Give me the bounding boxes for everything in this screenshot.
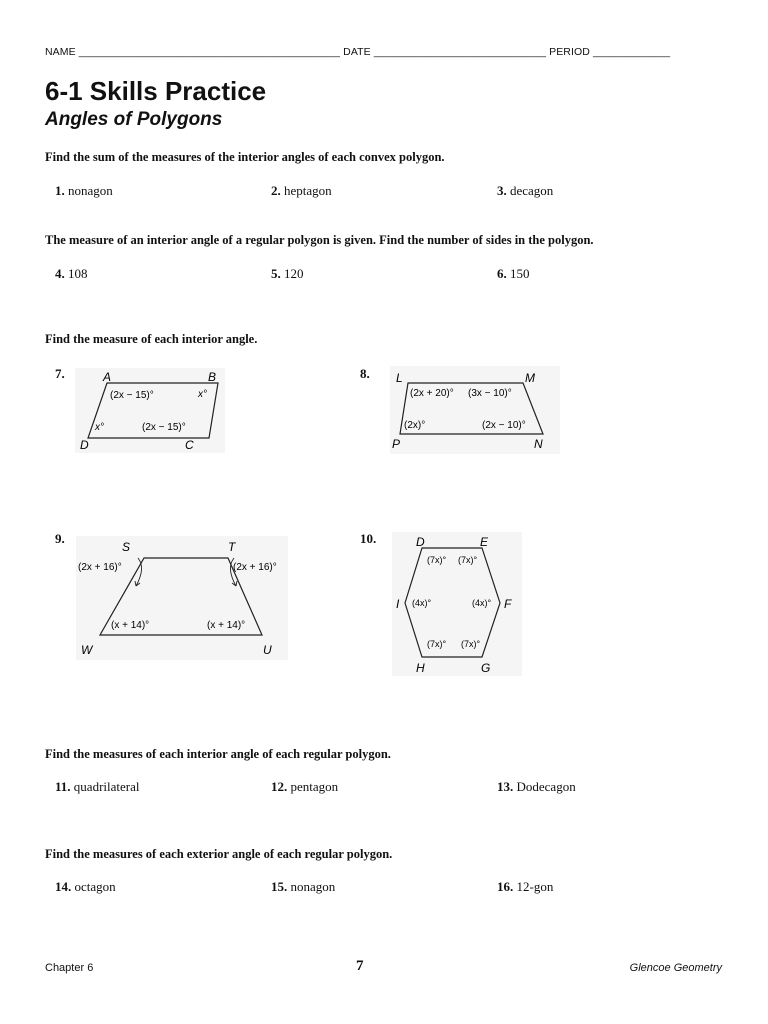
header-name-date-period [45,46,670,58]
section-3-instruction: Find the measure of each interior angle. [45,332,258,346]
footer-book-title: Glencoe Geometry [629,962,722,974]
problem-text: 120 [284,266,304,281]
angle-label-c: (2x − 15)° [142,422,186,433]
vertex-label-f: F [504,597,512,611]
problem-number: 12. [271,779,288,794]
period-label: PERIOD [549,46,590,58]
vertex-label-l: L [396,371,403,385]
problem-number: 15. [271,879,288,894]
problem-text: 108 [68,266,88,281]
problem-14 [55,879,116,895]
figure-7-parallelogram [75,368,225,453]
problem-15 [271,879,335,895]
footer-chapter: Chapter 6 [45,962,94,974]
angle-label-d: (7x)° [427,555,447,565]
problem-number: 13. [497,779,514,794]
angle-label-s: (2x + 16)° [78,562,122,573]
vertex-label-u: U [263,643,272,657]
problem-4 [55,266,88,282]
problem-number: 6. [497,266,507,281]
angle-label-i: (4x)° [412,598,432,608]
problem-text: nonagon [290,879,336,894]
problem-text: 150 [510,266,530,281]
problem-8-number: 8. [360,366,370,381]
angle-label-a: (2x − 15)° [110,390,154,401]
footer-page-number: 7 [356,958,364,974]
vertex-label-n: N [534,437,543,451]
period-blank[interactable]: _____________ [592,46,671,58]
angle-label-w: (x + 14)° [111,620,150,631]
angle-label-f: (4x)° [472,598,492,608]
problem-13 [497,779,576,795]
problem-number: 1. [55,183,65,198]
vertex-label-d: D [80,438,89,452]
section-5-instruction: Find the measures of each exterior angle of each regular polygon. [45,847,393,861]
problem-number: 5. [271,266,281,281]
problem-text: Dodecagon [516,779,576,794]
name-label: NAME [45,46,76,58]
problem-2 [271,183,332,199]
vertex-label-s: S [122,540,131,554]
page-subtitle: Angles of Polygons [45,109,223,130]
problem-number: 14. [55,879,72,894]
angle-label-b: x° [198,389,207,400]
vertex-label-p: P [392,437,401,451]
problem-6 [497,266,530,282]
problem-9-number: 9. [55,531,65,546]
vertex-label-t: T [228,540,236,554]
figure-10-hexagon [392,532,522,676]
angle-label-u: (x + 14)° [207,620,246,631]
angle-label-e: (7x)° [458,555,478,565]
vertex-label-m: M [525,371,535,385]
date-label: DATE [343,46,371,58]
vertex-label-c: C [185,438,194,452]
angle-label-d: x° [95,422,104,433]
problem-12 [271,779,338,795]
problem-text: octagon [74,879,116,894]
section-1-instruction: Find the sum of the measures of the interior angles of each convex polygon. [45,150,445,164]
vertex-label-h: H [416,661,425,675]
problem-3 [497,183,553,199]
problem-text: 12-gon [516,879,554,894]
problem-7-number: 7. [55,366,65,381]
problem-11 [55,779,139,795]
problem-number: 3. [497,183,507,198]
section-2-instruction: The measure of an interior angle of a regular polygon is given. Find the number of sides in the polygon. [45,233,594,247]
figure-background [76,536,288,660]
problem-number: 16. [497,879,514,894]
vertex-label-b: B [208,370,217,384]
problem-text: decagon [510,183,554,198]
angle-label-g: (7x)° [461,639,481,649]
problem-text: quadrilateral [73,779,140,794]
problem-number: 2. [271,183,281,198]
vertex-label-a: A [103,370,112,384]
problem-16 [497,879,553,895]
problem-10-number: 10. [360,531,377,546]
angle-label-p: (2x)° [404,420,426,431]
problem-text: nonagon [68,183,113,198]
vertex-label-g: G [481,661,491,675]
angle-label-n: (2x − 10)° [482,420,526,431]
problem-5 [271,266,304,282]
date-blank[interactable]: _____________________________ [373,46,547,58]
name-blank[interactable]: ____________________________________________ [78,46,341,58]
figure-8-trapezoid [390,366,560,454]
problem-1 [55,183,113,199]
problem-text: pentagon [290,779,339,794]
section-4-instruction: Find the measures of each interior angle of each regular polygon. [45,747,391,761]
angle-label-h: (7x)° [427,639,447,649]
vertex-label-i: I [396,597,400,611]
problem-text: heptagon [284,183,332,198]
vertex-label-w: W [81,643,93,657]
angle-label-m: (3x − 10)° [468,388,512,399]
angle-label-l: (2x + 20)° [410,388,454,399]
vertex-label-d: D [416,535,425,549]
angle-label-t: (2x + 16)° [233,562,277,573]
problem-number: 11. [55,779,71,794]
vertex-label-e: E [480,535,489,549]
page-title: 6-1 Skills Practice [45,76,267,106]
problem-number: 4. [55,266,65,281]
figure-9-trapezoid [76,536,288,660]
